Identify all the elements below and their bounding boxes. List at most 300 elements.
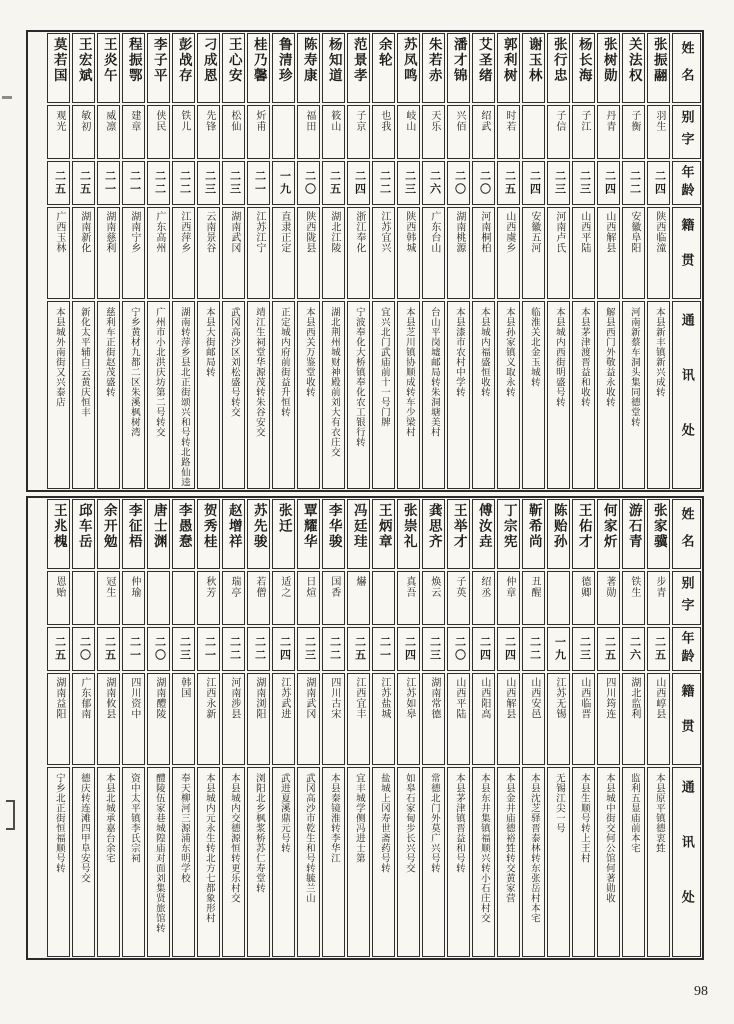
roster-column <box>346 32 371 490</box>
roster-column <box>371 32 396 490</box>
person-name-cell <box>272 499 295 569</box>
age-cell <box>472 161 495 205</box>
native-place-cell <box>397 207 420 299</box>
header-courtesy-label: 别字 <box>679 110 695 154</box>
age-value: 二〇 <box>303 170 316 196</box>
age-value: 二二 <box>328 636 341 662</box>
courtesy-name-cell <box>197 571 220 625</box>
person-name-cell <box>222 499 245 569</box>
age-cell <box>272 161 295 205</box>
person-name: 贺秀桂 <box>201 503 217 550</box>
native-place-cell <box>647 207 670 299</box>
contact-address-cell <box>222 767 245 957</box>
contact-address-cell <box>397 767 420 957</box>
person-name: 王佑才 <box>576 503 592 550</box>
contact-address-cell <box>497 767 520 957</box>
roster-column <box>96 498 121 958</box>
courtesy-name-cell <box>647 105 670 159</box>
person-name: 张树勋 <box>601 37 617 84</box>
age-value: 二三 <box>578 170 591 196</box>
native-place-cell <box>222 207 245 299</box>
age-value: 二三 <box>403 170 416 196</box>
roster-column <box>196 498 221 958</box>
contact-address-cell <box>297 767 320 957</box>
person-name-cell <box>622 499 645 569</box>
person-name: 李征梧 <box>126 503 142 550</box>
roster-column <box>571 32 596 490</box>
contact-address-cell <box>47 301 70 489</box>
scan-artifact-dot <box>2 96 12 99</box>
native-place-cell <box>272 673 295 765</box>
courtesy-name-cell <box>547 105 570 159</box>
contact-address-cell <box>322 301 345 489</box>
native-place-cell <box>222 673 245 765</box>
native-place-cell <box>147 673 170 765</box>
courtesy-name: 天乐 <box>428 110 440 132</box>
native-place-cell <box>447 673 470 765</box>
native-place: 四川筠连 <box>603 677 615 719</box>
courtesy-name-cell <box>322 571 345 625</box>
contact-address: 宁波奉化大桥镇奉化农工银行转 <box>353 307 364 447</box>
age-value: 二一 <box>128 636 141 662</box>
age-value: 二五 <box>503 170 516 196</box>
contact-address-cell <box>297 301 320 489</box>
contact-address: 靖江生祠堂华源茂转朱谷安交 <box>253 307 264 437</box>
contact-address: 临淮关北金玉城转 <box>528 307 539 387</box>
native-place-cell <box>47 207 70 299</box>
person-name: 王炎午 <box>101 37 117 84</box>
contact-address-cell <box>522 301 545 489</box>
courtesy-name: 步青 <box>653 576 665 598</box>
person-name-cell <box>147 499 170 569</box>
native-place-cell <box>97 207 120 299</box>
courtesy-name-cell <box>647 571 670 625</box>
age-value: 二五 <box>53 636 66 662</box>
contact-address: 无锡江尖一号 <box>553 773 564 833</box>
native-place: 江西永新 <box>203 677 215 719</box>
courtesy-name: 先锋 <box>203 110 215 132</box>
native-place: 江苏如皋 <box>403 677 415 719</box>
native-place-cell <box>572 673 595 765</box>
age-value: 二三 <box>203 170 216 196</box>
age-cell <box>372 161 395 205</box>
roster-table-upper <box>26 30 704 492</box>
contact-address: 湖北荆州城财神殿前刘大有衣庄交 <box>328 307 339 457</box>
native-place: 广东高州 <box>153 211 165 253</box>
contact-address-cell <box>272 301 295 489</box>
person-name: 鲁清珍 <box>276 37 292 84</box>
person-name-cell <box>72 33 95 103</box>
native-place: 河南涉县 <box>228 677 240 719</box>
contact-address: 宁乡北正街恒福顺号转 <box>53 773 64 873</box>
roster-column <box>321 498 346 958</box>
age-value: 一九 <box>278 170 291 196</box>
roster-column <box>271 32 296 490</box>
courtesy-name-cell <box>347 571 370 625</box>
courtesy-name-cell <box>547 571 570 625</box>
contact-address: 广州市小北洪庆坊第二号转交 <box>153 307 164 437</box>
native-place-cell <box>322 207 345 299</box>
age-value: 二三 <box>228 170 241 196</box>
person-name-cell <box>222 33 245 103</box>
header-contact-label: 通讯处 <box>679 312 695 478</box>
native-place: 湖北监利 <box>628 677 640 719</box>
roster-column <box>71 32 96 490</box>
scan-artifact-bracket <box>6 800 15 830</box>
courtesy-name: 秋芳 <box>203 576 215 598</box>
courtesy-name: 绍武 <box>478 110 490 132</box>
contact-address: 本县城内西街明盛号转 <box>553 307 564 407</box>
native-place: 江西宜丰 <box>353 677 365 719</box>
courtesy-name: 铁儿 <box>178 110 190 132</box>
native-place-cell <box>247 673 270 765</box>
person-name: 苏凤鸣 <box>401 37 417 84</box>
contact-address: 本县北城承嘉台余宅 <box>103 773 114 863</box>
courtesy-name-cell <box>447 105 470 159</box>
native-place-cell <box>422 207 445 299</box>
roster-column <box>421 498 446 958</box>
header-name-cell <box>672 33 701 103</box>
contact-address: 盐城上冈寿世斋药号转 <box>378 773 389 873</box>
age-cell <box>597 161 620 205</box>
age-cell <box>647 161 670 205</box>
contact-address: 宜丰城学侧冯进士第 <box>353 773 364 863</box>
courtesy-name-cell <box>472 571 495 625</box>
courtesy-name-cell <box>422 571 445 625</box>
header-courtesy-label: 别字 <box>679 576 695 620</box>
contact-address: 本县秦镜淮转李华江 <box>328 773 339 863</box>
courtesy-name-cell <box>297 105 320 159</box>
native-place-cell <box>297 673 320 765</box>
native-place: 江苏盐城 <box>378 677 390 719</box>
person-name: 杨长海 <box>576 37 592 84</box>
age-cell <box>197 161 220 205</box>
age-value: 二〇 <box>78 636 91 662</box>
native-place-cell <box>647 673 670 765</box>
native-place: 湖南武冈 <box>303 677 315 719</box>
courtesy-name-cell <box>47 105 70 159</box>
person-name: 王宏斌 <box>76 37 92 84</box>
person-name: 靳希尚 <box>526 503 542 550</box>
contact-address-cell <box>147 301 170 489</box>
native-place: 浙江奉化 <box>353 211 365 253</box>
contact-address: 资中太平镇李氏宗祠 <box>128 773 139 863</box>
contact-address-cell <box>122 767 145 957</box>
person-name-cell <box>347 499 370 569</box>
courtesy-name-cell <box>322 105 345 159</box>
person-name: 潘才锦 <box>451 37 467 84</box>
native-place-cell <box>47 673 70 765</box>
native-place: 广西玉林 <box>53 211 65 253</box>
person-name: 艾圣绪 <box>476 37 492 84</box>
roster-column <box>246 498 271 958</box>
contact-address: 本县漆市农村中学转 <box>453 307 464 397</box>
header-contact-label: 通讯处 <box>679 779 695 945</box>
native-place: 山西解县 <box>503 677 515 719</box>
person-name-cell <box>372 33 395 103</box>
age-cell <box>122 627 145 671</box>
contact-address: 台山平岗墟邮局转朱洞塘美村 <box>428 307 439 437</box>
person-name: 张振翮 <box>651 37 667 84</box>
person-name-cell <box>347 33 370 103</box>
contact-address-cell <box>472 301 495 489</box>
courtesy-name-cell <box>347 105 370 159</box>
person-name: 傅汝垚 <box>476 503 492 550</box>
contact-address-cell <box>547 301 570 489</box>
courtesy-name: 子京 <box>353 110 365 132</box>
courtesy-name-cell <box>472 105 495 159</box>
native-place-cell <box>397 673 420 765</box>
age-value: 二一 <box>378 636 391 662</box>
age-value: 二五 <box>603 636 616 662</box>
roster-column <box>446 32 471 490</box>
person-name-cell <box>447 33 470 103</box>
header-native-place-label: 籍贯 <box>679 218 695 288</box>
header-courtesy-cell <box>672 571 701 625</box>
person-name-cell <box>72 499 95 569</box>
contact-address: 德庆转连滩四甲阜安号交 <box>78 773 89 883</box>
contact-address: 本县茅津镇晋益和号转 <box>453 773 464 873</box>
contact-address-cell <box>522 767 545 957</box>
native-place: 山西阳高 <box>478 677 490 719</box>
header-courtesy-cell <box>672 105 701 159</box>
courtesy-name-cell <box>172 571 195 625</box>
contact-address-cell <box>72 301 95 489</box>
roster-column <box>296 498 321 958</box>
native-place: 陕西临潼 <box>653 211 665 253</box>
person-name: 张崇礼 <box>401 503 417 550</box>
age-value: 二五 <box>353 636 366 662</box>
person-name: 张家骥 <box>651 503 667 550</box>
person-name: 王兆槐 <box>51 503 67 550</box>
contact-address: 河南新蔡车洞头集同德堂转 <box>628 307 639 427</box>
native-place-cell <box>572 207 595 299</box>
contact-address-cell <box>172 767 195 957</box>
roster-column <box>396 32 421 490</box>
age-value: 二三 <box>578 636 591 662</box>
contact-address: 如皋石家甸步长兴号交 <box>403 773 414 873</box>
person-name: 王举才 <box>451 503 467 550</box>
native-place: 湖南桃源 <box>453 211 465 253</box>
contact-address-cell <box>272 767 295 957</box>
courtesy-name-cell <box>572 571 595 625</box>
contact-address-cell <box>372 301 395 489</box>
person-name: 游石青 <box>626 503 642 550</box>
courtesy-name-cell <box>147 105 170 159</box>
age-cell <box>247 161 270 205</box>
native-place-cell <box>622 207 645 299</box>
native-place: 山西解县 <box>603 211 615 253</box>
courtesy-name-cell <box>147 571 170 625</box>
native-place-cell <box>372 673 395 765</box>
person-name-cell <box>172 33 195 103</box>
native-place-cell <box>497 673 520 765</box>
age-cell <box>147 627 170 671</box>
native-place: 山西虞乡 <box>503 211 515 253</box>
roster-column <box>146 498 171 958</box>
contact-address: 本县茅津渡晋益和收转 <box>578 307 589 407</box>
age-value: 二六 <box>628 636 641 662</box>
age-cell <box>447 627 470 671</box>
courtesy-name: 筱山 <box>328 110 340 132</box>
age-value: 二一 <box>128 170 141 196</box>
roster-column <box>496 32 521 490</box>
person-name-cell <box>122 33 145 103</box>
age-value: 二一 <box>253 170 266 196</box>
native-place: 四川古宋 <box>328 677 340 719</box>
roster-column <box>171 32 196 490</box>
native-place: 湖北江陵 <box>328 211 340 253</box>
native-place: 江西萍乡 <box>178 211 190 253</box>
native-place: 河南桐柏 <box>478 211 490 253</box>
header-column <box>671 32 702 490</box>
roster-column <box>446 498 471 958</box>
native-place-cell <box>122 207 145 299</box>
header-native-place-label: 籍贯 <box>679 684 695 754</box>
roster-column <box>396 498 421 958</box>
scanned-roster-page <box>26 30 704 960</box>
person-name-cell <box>197 33 220 103</box>
native-place-cell <box>522 673 545 765</box>
native-place-cell <box>622 673 645 765</box>
roster-column <box>221 32 246 490</box>
courtesy-name: 丹青 <box>603 110 615 132</box>
contact-address-cell <box>622 767 645 957</box>
person-name: 邱车岳 <box>76 503 92 550</box>
native-place-cell <box>497 207 520 299</box>
page-number: 98 <box>694 984 708 999</box>
contact-address: 醴陵伍家巷城隍庙对面刘集贤旅馆转 <box>153 773 164 933</box>
contact-address: 武冈高沙区刘松盛号转交 <box>228 307 239 417</box>
native-place-cell <box>472 673 495 765</box>
contact-address: 慈利车正街赵茂盛转 <box>103 307 114 397</box>
age-cell <box>397 627 420 671</box>
contact-address-cell <box>47 767 70 957</box>
contact-address: 本县芝川镇协顺成转车少梁村 <box>403 307 414 437</box>
person-name: 桂乃馨 <box>251 37 267 84</box>
contact-address-cell <box>247 301 270 489</box>
courtesy-name-cell <box>422 105 445 159</box>
person-name: 郭利树 <box>501 37 517 84</box>
age-cell <box>497 161 520 205</box>
header-contact-cell <box>672 767 701 957</box>
courtesy-name: 日煊 <box>303 576 315 598</box>
age-cell <box>547 627 570 671</box>
roster-column <box>596 32 621 490</box>
native-place: 湖南慈利 <box>103 211 115 253</box>
age-value: 二一 <box>103 170 116 196</box>
contact-address: 常德北门外莫广兴号转 <box>428 773 439 873</box>
courtesy-name: 仲章 <box>503 576 515 598</box>
age-value: 二一 <box>203 636 216 662</box>
person-name-cell <box>247 499 270 569</box>
courtesy-name: 德卿 <box>578 576 590 598</box>
person-name: 张迁 <box>276 503 292 534</box>
native-place: 广东台山 <box>428 211 440 253</box>
person-name-cell <box>497 33 520 103</box>
header-age-cell <box>672 161 701 205</box>
courtesy-name-cell <box>447 571 470 625</box>
courtesy-name-cell <box>522 571 545 625</box>
person-name-cell <box>447 499 470 569</box>
age-value: 二五 <box>78 170 91 196</box>
header-column <box>671 498 702 958</box>
contact-address: 本县城外南街又兴泰店 <box>53 307 64 407</box>
contact-address-cell <box>497 301 520 489</box>
contact-address-cell <box>547 767 570 957</box>
person-name: 陈寿康 <box>301 37 317 84</box>
contact-address-cell <box>347 767 370 957</box>
courtesy-name: 国香 <box>328 576 340 598</box>
person-name-cell <box>322 33 345 103</box>
native-place-cell <box>547 207 570 299</box>
age-cell <box>197 627 220 671</box>
person-name: 彭战存 <box>176 37 192 84</box>
header-contact-cell <box>672 301 701 489</box>
courtesy-name: 羽生 <box>653 110 665 132</box>
person-name-cell <box>147 33 170 103</box>
age-cell <box>172 627 195 671</box>
courtesy-name-cell <box>172 105 195 159</box>
native-place: 直隶正定 <box>278 211 290 253</box>
roster-column <box>471 32 496 490</box>
contact-address-cell <box>647 301 670 489</box>
roster-column <box>296 32 321 490</box>
age-value: 二四 <box>653 170 666 196</box>
native-place-cell <box>522 207 545 299</box>
native-place-cell <box>197 207 220 299</box>
native-place: 安徽阜阳 <box>628 211 640 253</box>
roster-column <box>46 32 71 490</box>
contact-address-cell <box>597 301 620 489</box>
person-name: 莫若国 <box>51 37 67 84</box>
courtesy-name: 若僧 <box>253 576 265 598</box>
native-place: 山西平陆 <box>453 677 465 719</box>
person-name: 李华骏 <box>326 503 342 550</box>
person-name: 覃耀华 <box>301 503 317 550</box>
age-value: 二四 <box>603 170 616 196</box>
person-name: 李愚惷 <box>176 503 192 550</box>
person-name-cell <box>597 499 620 569</box>
courtesy-name: 子江 <box>578 110 590 132</box>
native-place-cell <box>97 673 120 765</box>
person-name-cell <box>272 33 295 103</box>
courtesy-name: 仲瑜 <box>128 576 140 598</box>
native-place-cell <box>597 673 620 765</box>
person-name-cell <box>172 499 195 569</box>
native-place: 湖南武冈 <box>228 211 240 253</box>
age-cell <box>97 627 120 671</box>
courtesy-name: 子衡 <box>628 110 640 132</box>
header-native-place-cell <box>672 673 701 765</box>
courtesy-name: 侠民 <box>153 110 165 132</box>
person-name: 朱若赤 <box>426 37 442 84</box>
contact-address: 本县沈芝驿晋泰林转东张岳村本宅 <box>528 773 539 923</box>
contact-address: 武冈高沙市乾生和号转毓兰山 <box>303 773 314 903</box>
contact-address: 浏阳北乡枫浆桥苏仁寿堂转 <box>253 773 264 893</box>
contact-address-cell <box>97 301 120 489</box>
person-name-cell <box>397 499 420 569</box>
age-cell <box>647 627 670 671</box>
age-cell <box>272 627 295 671</box>
person-name: 赵增祥 <box>226 503 242 550</box>
native-place-cell <box>347 673 370 765</box>
contact-address-cell <box>147 767 170 957</box>
age-cell <box>597 627 620 671</box>
contact-address: 本县大街邮局转 <box>203 307 214 377</box>
person-name: 丁宗宪 <box>501 503 517 550</box>
age-value: 二三 <box>178 636 191 662</box>
